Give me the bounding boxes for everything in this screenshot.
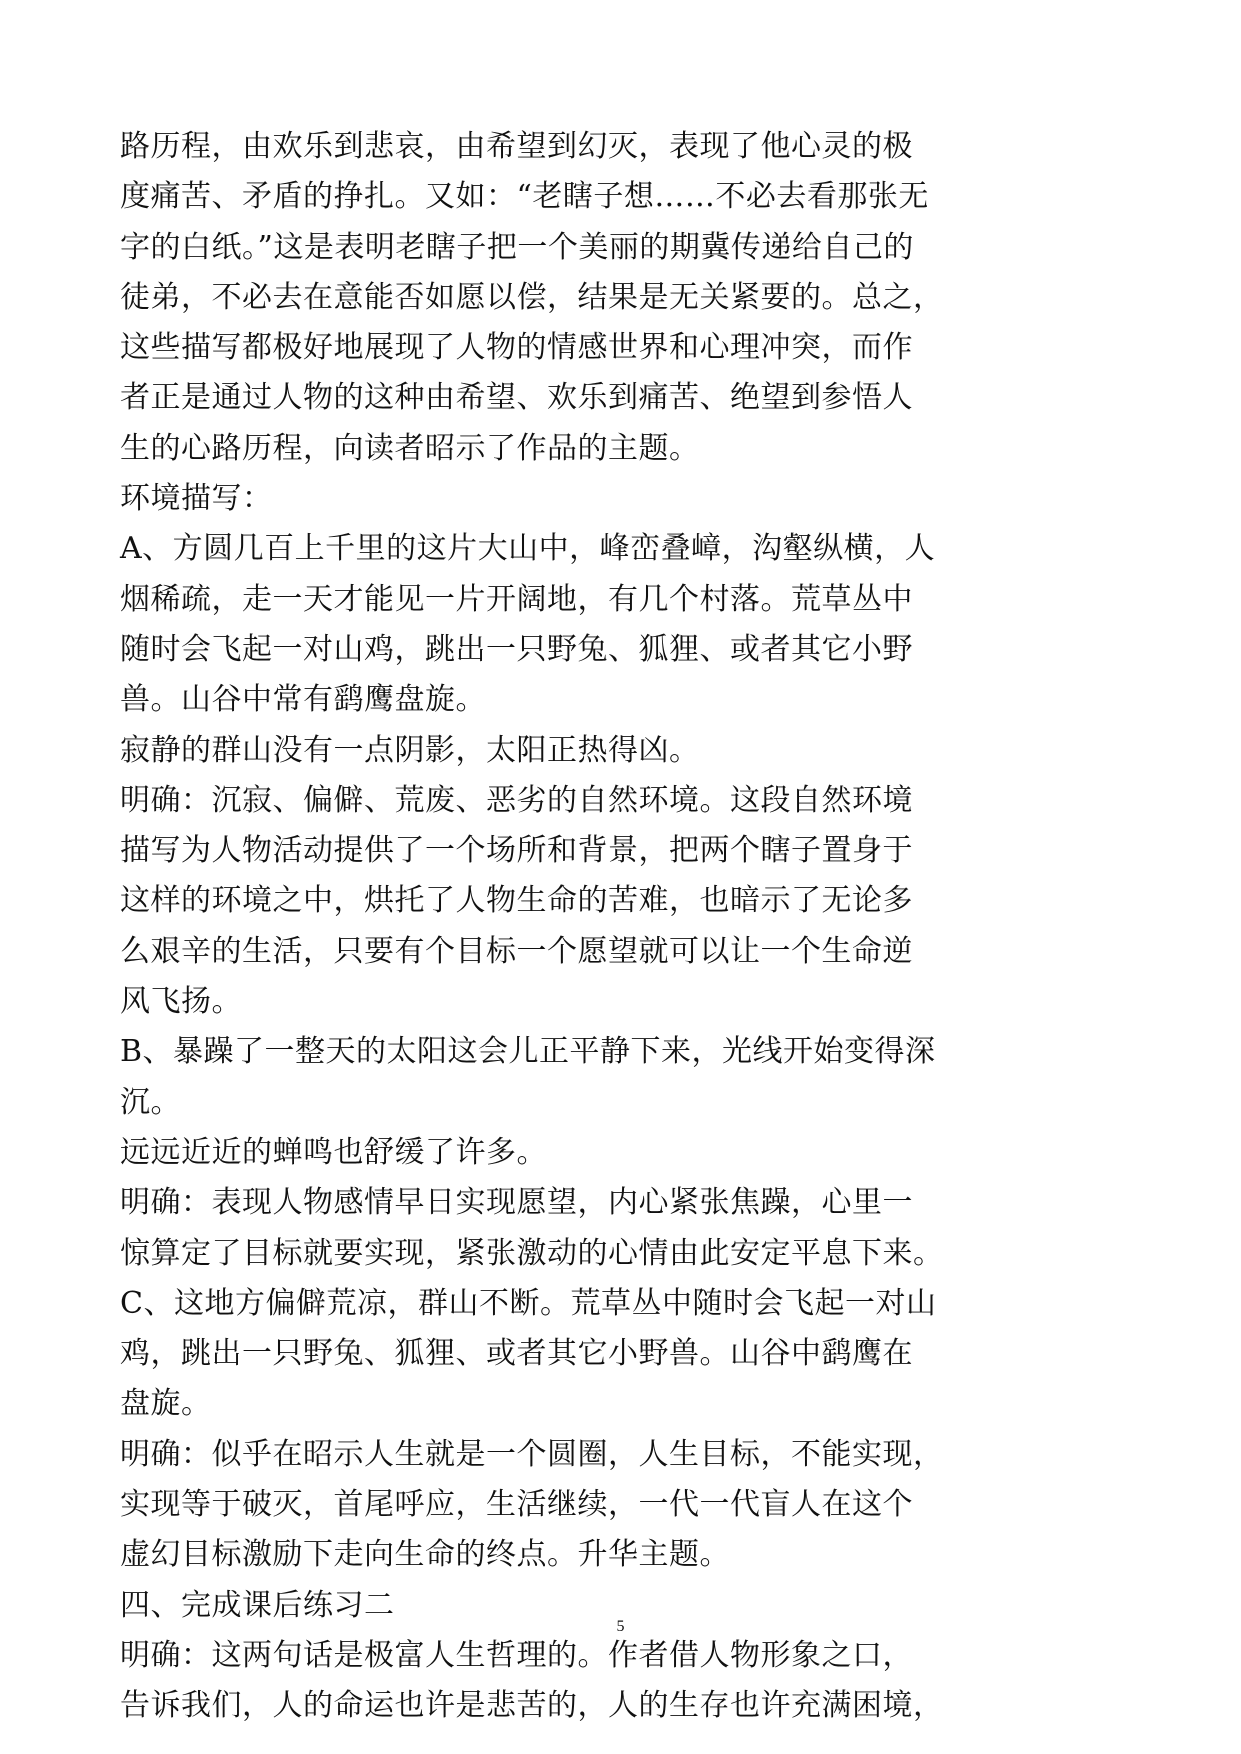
text-line: 明确：沉寂、偏僻、荒废、恶劣的自然环境。这段自然环境: [120, 782, 913, 818]
text-line: 明确：这两句话是极富人生哲理的。作者借人物形象之口，: [120, 1637, 913, 1673]
text-line: 风飞扬。: [120, 984, 242, 1020]
text-line: 生的心路历程，向读者昭示了作品的主题。: [120, 430, 700, 466]
text-line: 惊算定了目标就要实现，紧张激动的心情由此安定平息下来。: [120, 1235, 944, 1271]
text-line: 这样的环境之中，烘托了人物生命的苦难，也暗示了无论多: [120, 883, 913, 919]
text-line: 远远近近的蝉鸣也舒缓了许多。: [120, 1134, 547, 1170]
text-line: 者正是通过人物的这种由希望、欢乐到痛苦、绝望到参悟人: [120, 380, 913, 416]
section-heading: 环境描写：: [120, 481, 273, 517]
text-line: 虚幻目标激励下走向生命的终点。升华主题。: [120, 1537, 730, 1573]
text-line: 沉。: [120, 1084, 181, 1120]
text-line: 度痛苦、矛盾的挣扎。又如：“老瞎子想……不必去看那张无: [120, 179, 929, 215]
text-line: 徒弟，不必去在意能否如愿以偿，结果是无关紧要的。总之，: [120, 279, 944, 315]
text-line: B、暴躁了一整天的太阳这会儿正平静下来，光线开始变得深: [120, 1034, 936, 1070]
text-line: 这些描写都极好地展现了人物的情感世界和心理冲突，而作: [120, 330, 913, 366]
text-line: 明确：表现人物感情早日实现愿望，内心紧张焦躁，心里一: [120, 1185, 913, 1221]
page-number: 5: [616, 1618, 625, 1635]
text-line: A、方圆几百上千里的这片大山中，峰峦叠嶂，沟壑纵横，人: [120, 531, 936, 567]
text-line: 兽。山谷中常有鹞鹰盘旋。: [120, 682, 486, 718]
text-line: 描写为人物活动提供了一个场所和背景，把两个瞎子置身于: [120, 833, 913, 869]
text-line: C、这地方偏僻荒凉，群山不断。荒草丛中随时会飞起一对山: [120, 1285, 937, 1321]
text-line: 告诉我们，人的命运也许是悲苦的，人的生存也许充满困境，: [120, 1688, 944, 1724]
text-line: 鸡，跳出一只野兔、狐狸、或者其它小野兽。山谷中鹞鹰在: [120, 1336, 913, 1372]
text-line: 烟稀疏，走一天才能见一片开阔地，有几个村落。荒草丛中: [120, 581, 913, 617]
text-line: 么艰辛的生活，只要有个目标一个愿望就可以让一个生命逆: [120, 933, 913, 969]
text-line: 随时会飞起一对山鸡，跳出一只野兔、狐狸、或者其它小野: [120, 631, 913, 667]
text-line: 明确：似乎在昭示人生就是一个圆圈，人生目标，不能实现，: [120, 1436, 944, 1472]
text-line: 盘旋。: [120, 1386, 212, 1422]
section-heading: 四、完成课后练习二: [120, 1587, 395, 1623]
text-line: 寂静的群山没有一点阴影，太阳正热得凶。: [120, 732, 700, 768]
text-line: 实现等于破灭，首尾呼应，生活继续，一代一代盲人在这个: [120, 1487, 913, 1523]
text-line: 路历程，由欢乐到悲哀，由希望到幻灭，表现了他心灵的极: [120, 129, 913, 164]
body-text: [120, 122, 944, 1732]
text-line: 字的白纸。”这是表明老瞎子把一个美丽的期冀传递给自己的: [120, 229, 914, 265]
